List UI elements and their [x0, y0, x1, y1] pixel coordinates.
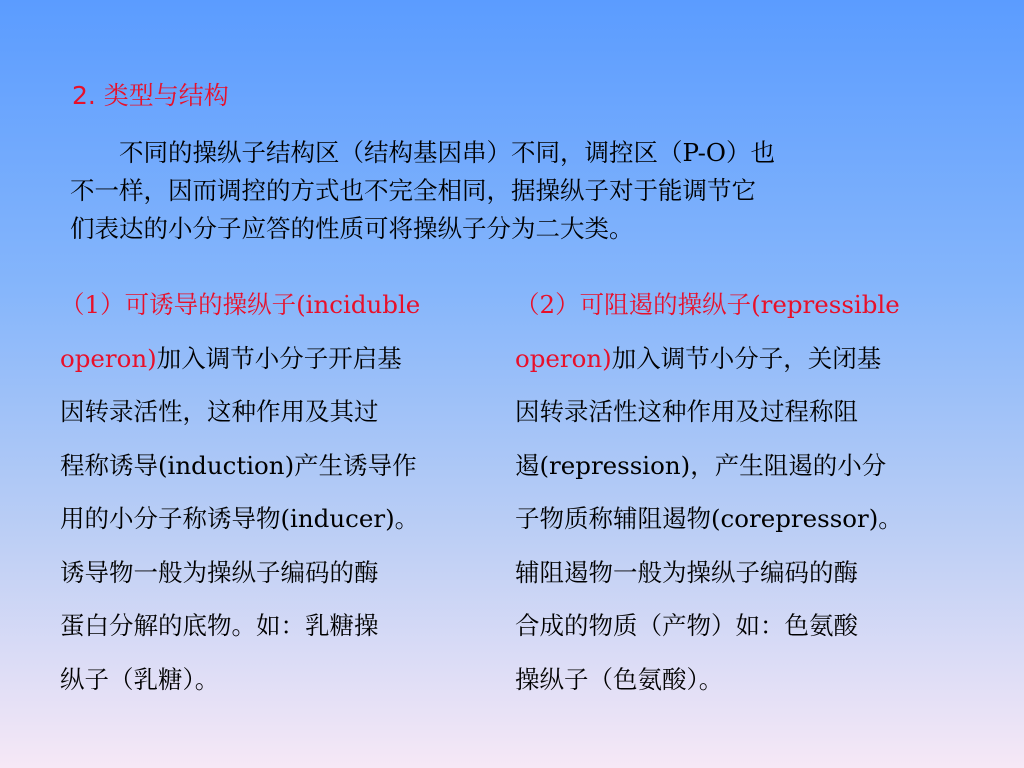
column-text: 辅阻遏物一般为操纵子编码的酶: [515, 557, 858, 587]
column-text: 加入调节小分子，关闭基: [611, 343, 882, 373]
inducible-operon-title: （1）可诱导的操纵子(inciduble: [60, 290, 421, 319]
section-heading: 2. 类型与结构: [72, 81, 229, 110]
repressible-operon-column: [515, 278, 960, 706]
intro-paragraph: [70, 134, 950, 248]
column-text: 纵子（乳糖）。: [60, 664, 220, 694]
column-text: 加入调节小分子开启基: [156, 343, 402, 373]
column-text: 操纵子（色氨酸）。: [515, 664, 724, 694]
column-text: 程称诱导(induction)产生诱导作: [60, 450, 417, 480]
column-text: 合成的物质（产物）如：色氨酸: [515, 611, 858, 640]
intro-line: 们表达的小分子应答的性质可将操纵子分为二大类。: [70, 214, 634, 243]
column-text: 遏(repression)，产生阻遏的小分: [515, 450, 887, 480]
inducible-operon-title-cont: operon): [60, 343, 157, 373]
intro-line: 不一样，因而调控的方式也不完全相同，据操纵子对于能调节它: [70, 176, 756, 205]
repressible-operon-title: （2）可阻遏的操纵子(repressible: [515, 290, 900, 319]
repressible-operon-title-cont: operon): [515, 343, 612, 373]
column-text: 蛋白分解的底物。如：乳糖操: [60, 611, 379, 640]
intro-line: 不同的操纵子结构区（结构基因串）不同，调控区（P-O）也: [119, 138, 776, 167]
column-text: 用的小分子称诱导物(inducer)。: [60, 504, 420, 533]
inducible-operon-column: [60, 278, 490, 706]
column-text: 因转录活性，这种作用及其过: [60, 397, 379, 426]
column-text: 诱导物一般为操纵子编码的酶: [60, 557, 379, 587]
column-text: 因转录活性这种作用及过程称阻: [515, 397, 858, 426]
column-text: 子物质称辅阻遏物(corepressor)。: [515, 504, 903, 533]
